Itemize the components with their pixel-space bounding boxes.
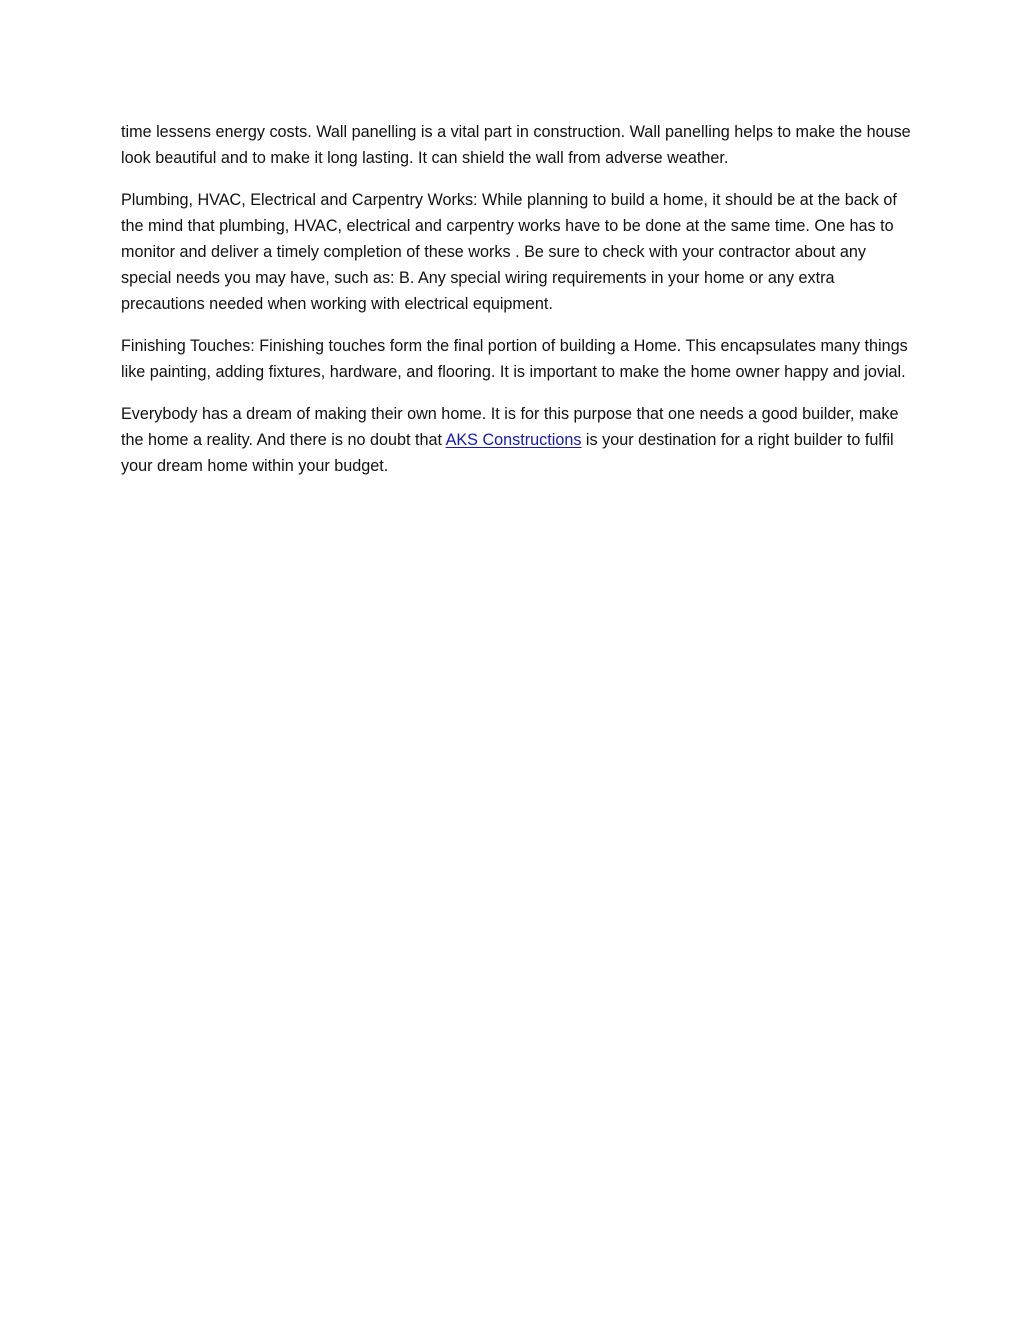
closing-text-start: Everybody has a dream of making their own home. It is for this purpose that one needs a good builder, make the home a reality. And there is no doubt that <box>121 405 899 449</box>
paragraph-finishing-touches: Finishing Touches: Finishing touches form the final portion of building a Home. This encapsulates many things like painting, adding fixtures, hardware, and flooring. It is important to make the home owner happy and jovial. <box>121 337 908 381</box>
paragraph-closing <box>121 401 911 479</box>
document-body <box>121 119 911 495</box>
paragraph-wall-panelling: time lessens energy costs. Wall panelling is a vital part in construction. Wall panelling helps to make the house look beautiful and to make it long lasting. It can shield the wall from adverse weather. <box>121 123 911 167</box>
aks-constructions-link[interactable]: AKS Constructions <box>445 431 582 449</box>
paragraph-plumbing-hvac: Plumbing, HVAC, Electrical and Carpentry Works: While planning to build a home, it should be at the back of the mind that plumbing, HVAC, electrical and carpentry works have to be done at the same time. One has to monitor and deliver a timely completion of these works . Be sure to check with your contractor about any special needs you may have, such as: B. Any special wiring requirements in your home or any extra precautions needed when working with electrical equipment. <box>121 191 897 313</box>
closing-text-end: is your destination for a right builder to fulfil your dream home within your budget. <box>121 431 894 475</box>
